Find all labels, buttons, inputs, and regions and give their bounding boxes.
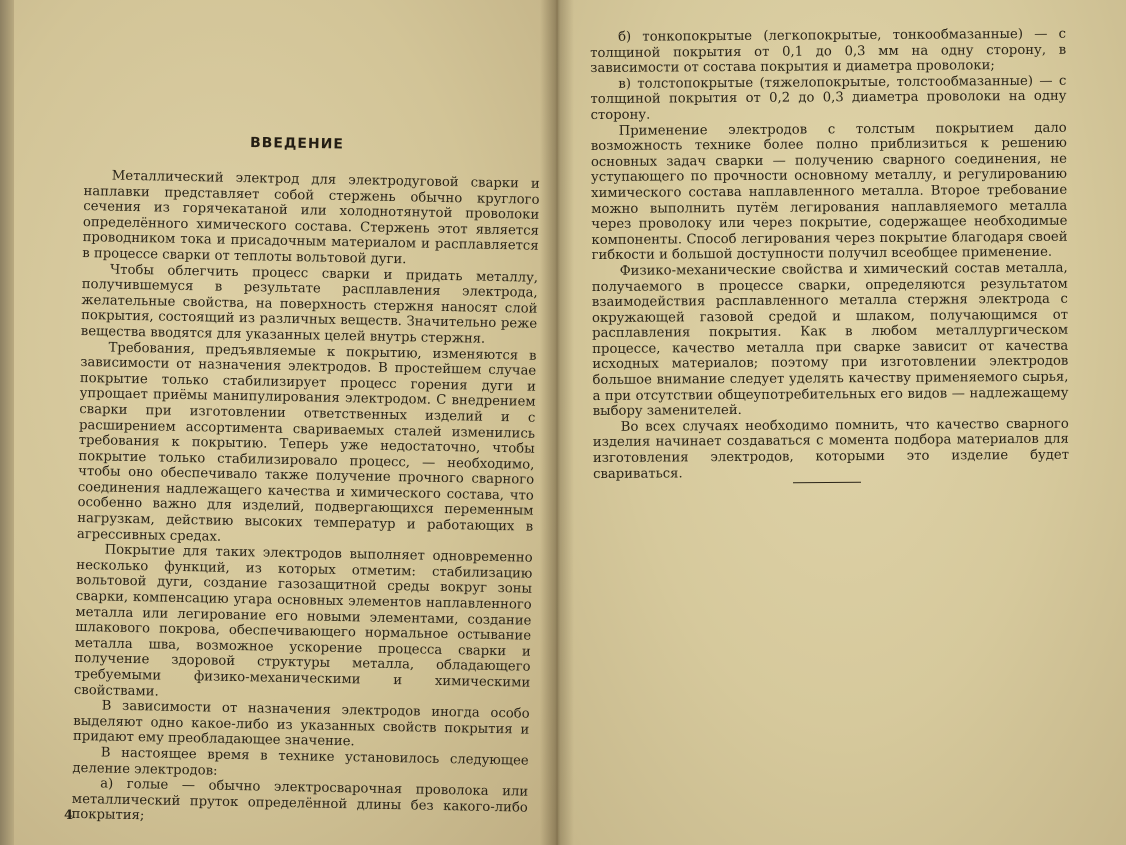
paragraph: Покрытие для таких электродов выполняет одновременно несколько функций, из которых отметим: стабилизацию вольтовой дуги, создание газозащитной среды вокруг зоны сварки, компенсацию угара основных элементов наплавленного металла или легирование его новыми элементами, создание шлакового покрова, обеспечивающего нормальное остывание металла шва, возможное ускорение процесса сварки и получение здоровой структуры металла, обладающего требуемыми физико-механическими и химическими свойствами. xyxy=(73,542,533,700)
paragraph: Чтобы облегчить процесс сварки и придать металлу, получившемуся в результате расплавления электрода, желательные свойства, на поверхность стержня наносят слой покрытия, состоящий из различных веществ. Значительно реже вещества вводятся для указанных целей внутрь стержня. xyxy=(80,262,539,347)
list-item: в) толстопокрытые (тяжелопокрытые, толстообмазанные) — с толщиной покрытия от 0,2 до 0,3 диаметра проволоки на одну сторону. xyxy=(590,73,1067,123)
paragraph: В зависимости от назначения электродов иногда особо выделяют одно какое-либо из указанных свойств покрытия и придают ему преобладающее значение. xyxy=(72,698,530,750)
left-page xyxy=(0,0,558,845)
section-title: ВВЕДЕНИЕ xyxy=(249,134,345,153)
paragraph: В настоящее время в технике установилось следующее деление электродов: xyxy=(72,745,529,779)
right-text-column xyxy=(590,27,1069,483)
paragraph: Физико-механические свойства и химический состав металла, получаемого в процессе сварки, определяются результатом взаимодействия расплавленного металла стержня электрода с окружающей газовой средой и шлаком, получающимся от расплавления покрытия. Как в любом металлургическом процессе, качество металла при сварке зависит от качества исходных материалов; поэтому при изготовлении электродов большое внимание следует уделять качеству применяемого сырья, а при отсутствии общеупотребительных его видов — надлежащему выбору заменителей. xyxy=(591,260,1069,420)
page-number: 4 xyxy=(64,808,74,823)
paragraph: Металлический электрод для электродуговой сварки и наплавки представляет собой стержень обычно круглого сечения из горячекатаной или холоднотянутой проволоки определённого химического состава. Стержень этот является проводником тока и присадочным материалом и расплавляется в процессе сварки от теплоты вольтовой дуги. xyxy=(82,168,540,268)
paragraph: Применение электродов с толстым покрытием дало возможность технике более полно приблизиться к решению основных задач сварки — получению сварного соединения, не уступающего по прочности основному металлу, и регулированию химического состава наплавленного металла. Второе требование можно выполнить путём легирования наплавляемого металла через проволоку или через покрытие, содержащее необходимые компоненты. Способ легирования через покрытие благодаря своей гибкости и большой доступности получил всеобщее применение. xyxy=(590,120,1068,264)
page-stack-edge xyxy=(0,0,14,845)
paragraph: Во всех случаях необходимо помнить, что качество сварного изделия начинает создаваться с момента подбора материалов для изготовления электродов, которыми это изделие будет свариваться. xyxy=(592,416,1070,482)
list-item: б) тонкопокрытые (легкопокрытые, тонкообмазанные) — с толщиной покрытия от 0,1 до 0,3 мм на одну сторону, в зависимости от состава покрытия и диаметра проволоки; xyxy=(590,26,1067,77)
left-text-column xyxy=(71,168,539,832)
list-item: а) голые — обычно электросварочная проволока или металлический пруток определённой длины без какого-либо покрытия; xyxy=(71,776,529,824)
paragraph: Требования, предъявляемые к покрытию, изменяются в зависимости от назначения электродов. В простейшем случае покрытие только стабилизирует процесс горения дуги и упрощает приёмы манипулирования электродом. С внедрением сварки при изготовлении ответственных изделий и с расширением ассортимента свариваемых сталей изменились требования к покрытию. Теперь уже недостаточно, чтобы покрытие только стабилизировало процесс, — необходимо, чтобы оно обеспечивало также получение прочного сварного соединения надлежащего качества и химического состава, что особенно важно для изделий, подвергающихся переменным нагрузкам, действию высоких температур и работающих в агрессивных средах. xyxy=(76,340,537,545)
